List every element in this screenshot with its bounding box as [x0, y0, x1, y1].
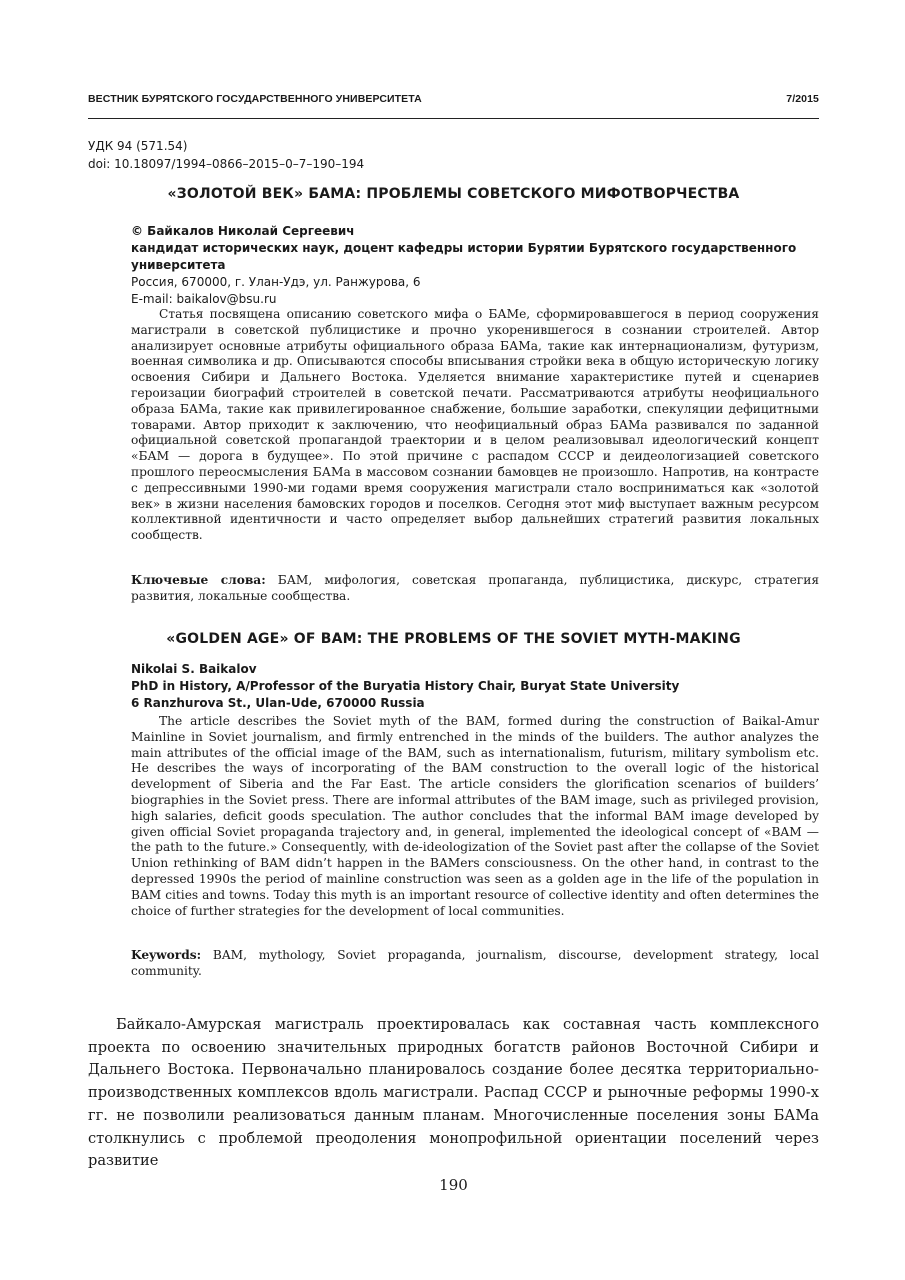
journal-title: ВЕСТНИК БУРЯТСКОГО ГОСУДАРСТВЕННОГО УНИВЕРСИТЕТА [88, 93, 422, 105]
author-affiliation-en: PhD in History, A/Professor of the Buryatia History Chair, Buryat State University [131, 679, 680, 693]
article-title-en: «GOLDEN AGE» OF BAM: THE PROBLEMS OF THE SOVIET MYTH-MAKING [166, 631, 741, 647]
keywords-en [131, 948, 819, 980]
article-page [88, 0, 819, 1280]
udc-code: УДК 94 (571.54) [88, 139, 188, 153]
body-paragraph: Байкало-Амурская магистраль проектировалась как составная часть комплексного проекта по освоению значительных природных богатств районов Восточной Сибири и Дальнего Востока. Первоначально планировалось создание более десятка территориально-производственных комплексов вдоль магистрали. Распад СССР и рыночные реформы 1990-х гг. не позволили реализоваться данным планам. Многочисленные поселения зоны БАМа столкнулись с проблемой преодоления монопрофильной ориентации поселений через развитие [88, 1016, 819, 1170]
keywords-label-en: Keywords: [131, 948, 202, 962]
author-name-en: Nikolai S. Baikalov [131, 662, 257, 676]
keywords-label-ru: Ключевые слова: [131, 573, 266, 587]
issue-number: 7/2015 [786, 93, 819, 105]
keywords-ru [131, 573, 819, 605]
author-affiliation-ru: кандидат исторических наук, доцент кафедры истории Бурятии Бурятского государственного университета [131, 241, 797, 272]
abstract-ru: Статья посвящена описанию советского мифа о БАМе, сформировавшегося в период сооружения магистрали в советской публицистике и прочно укоренившегося в сознании строителей. Автор анализирует основные атрибуты официального образа БАМа, такие как интернационализм, футуризм, военная символика и др. Описываются способы вписывания стройки века в общую историческую логику освоения Сибири и Дальнего Востока. Уделяется внимание характеристике путей и сценариев героизации биографий строителей в советской печати. Рассматриваются атрибуты неофициального образа БАМа, такие как привилегированное снабжение, большие заработки, спекуляции дефицитными товарами. Автор приходит к заключению, что неофициальный образ БАМа развивался по заданной официальной советской пропагандой траектории и в целом реализовывал идеологический концепт «БАМ — дорога в будущее». По этой причине с распадом СССР и деидеологизацией советского прошлого переосмысления БАМа в массовом сознании бамовцев не произошло. Напротив, на контрасте с депрессивными 1990-ми годами время сооружения магистрали стало восприниматься как «золотой век» в жизни населения бамовских городов и поселков. Сегодня этот миф выступает важным ресурсом коллективной идентичности и часто определяет выбор дальнейших стратегий развития локальных сообществ. [131, 307, 819, 543]
keywords-list-ru: БАМ, мифология, советская пропаганда, публицистика, дискурс, стратегия развития, локальные сообщества. [131, 573, 820, 603]
author-address-ru: Россия, 670000, г. Улан-Удэ, ул. Ранжурова, 6 [131, 275, 421, 289]
keywords-list-en: BAM, mythology, Soviet propaganda, journalism, discourse, development strategy, local community. [131, 948, 820, 978]
running-header [88, 93, 819, 109]
author-block-en [131, 661, 819, 712]
identifiers [88, 138, 364, 173]
author-name-ru: © Байкалов Николай Сергеевич [131, 224, 355, 238]
author-block-ru [131, 223, 819, 308]
page-number: 190 [439, 1176, 468, 1194]
author-email: E-mail: baikalov@bsu.ru [131, 292, 277, 306]
header-rule [88, 118, 819, 119]
abstract-en: The article describes the Soviet myth of the BAM, formed during the construction of Baikal-Amur Mainline in Soviet journalism, and firmly entrenched in the minds of the builders. The author analyzes the main attributes of the official image of the BAM, such as internationalism, futurism, military symbolism etc. He describes the ways of incorporating of the BAM construction to the overall logic of the historical development of Siberia and the Far East. The article considers the glorification scenarios of builders’ biographies in the Soviet press. There are informal attributes of the BAM image, such as privileged provision, high salaries, deficit goods speculation. The author concludes that the informal BAM image developed by given official Soviet propaganda trajectory and, in general, implemented the ideological concept of «BAM — the path to the future.» Consequently, with de-ideologization of the Soviet past after the collapse of the Soviet Union rethinking of BAM didn’t happen in the BAMers consciousness. On the other hand, in contrast to the depressed 1990s the period of mainline construction was seen as a golden age in the life of the population in BAM cities and towns. Today this myth is an important resource of collective identity and often determines the choice of further strategies for the development of local communities. [131, 714, 819, 918]
author-address-en: 6 Ranzhurova St., Ulan-Ude, 670000 Russia [131, 696, 425, 710]
doi: doi: 10.18097/1994–0866–2015–0–7–190–194 [88, 156, 365, 171]
article-title-ru: «ЗОЛОТОЙ ВЕК» БАМА: ПРОБЛЕМЫ СОВЕТСКОГО МИФОТВОРЧЕСТВА [167, 186, 740, 202]
